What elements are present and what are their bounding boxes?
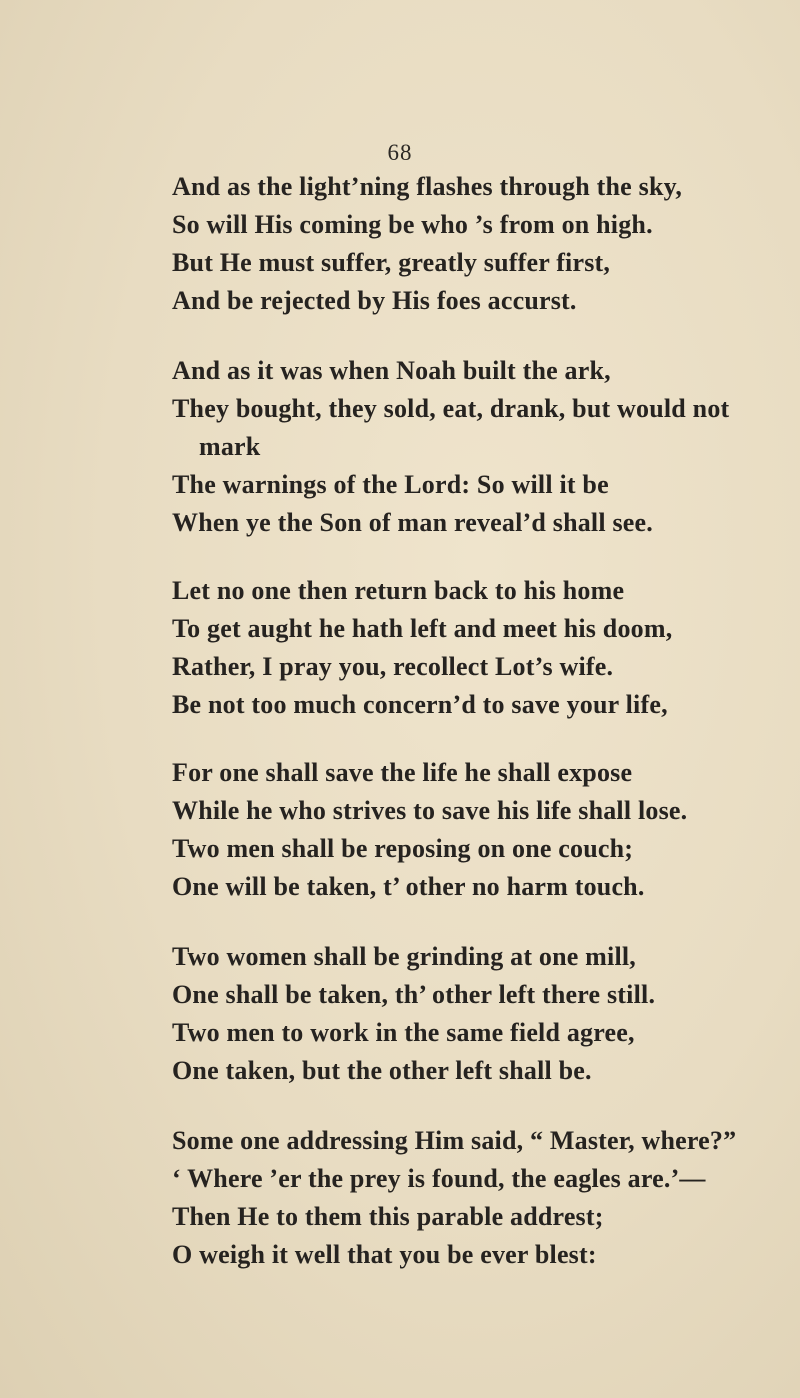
poem-line: The warnings of the Lord: So will it be: [172, 470, 609, 499]
stanza-3: [172, 572, 792, 724]
poem-line: But He must suffer, greatly suffer first,: [172, 248, 611, 277]
poem-line: So will His coming be who ’s from on high.: [172, 210, 653, 239]
poem-line: For one shall save the life he shall expose: [172, 758, 633, 787]
poem-line: And as it was when Noah built the ark,: [172, 356, 611, 385]
poem-line: They bought, they sold, eat, drank, but would not: [172, 394, 730, 423]
poem-line: Some one addressing Him said, “ Master, where?”: [172, 1126, 737, 1155]
poem-line: And as the light’ning flashes through the sky,: [172, 172, 683, 201]
poem-line: One will be taken, t’ other no harm touch.: [172, 872, 645, 901]
poem-line: While he who strives to save his life shall lose.: [172, 796, 688, 825]
poem-line: When ye the Son of man reveal’d shall see.: [172, 508, 653, 537]
poem-line: Let no one then return back to his home: [172, 576, 625, 605]
poem-line: Two women shall be grinding at one mill,: [172, 942, 637, 971]
poem-line-continuation: mark: [199, 432, 261, 461]
poem-line: Rather, I pray you, recollect Lot’s wife.: [172, 652, 614, 681]
poem-line: To get aught he hath left and meet his doom,: [172, 614, 673, 643]
poem-line: One taken, but the other left shall be.: [172, 1056, 592, 1085]
page-number: 68: [387, 140, 413, 165]
poem-line: O weigh it well that you be ever blest:: [172, 1240, 597, 1269]
poem-line: Then He to them this parable addrest;: [172, 1202, 604, 1231]
stanza-1: [172, 168, 792, 320]
poem-line: ‘ Where ’er the prey is found, the eagles are.’—: [172, 1164, 706, 1193]
poem-line: Be not too much concern’d to save your life,: [172, 690, 668, 719]
stanza-2: [172, 352, 792, 542]
stanza-5: [172, 938, 792, 1090]
poem: [172, 168, 792, 1304]
poem-line: One shall be taken, th’ other left there still.: [172, 980, 656, 1009]
poem-line: And be rejected by His foes accurst.: [172, 286, 577, 315]
stanza-6: [172, 1122, 792, 1274]
stanza-4: [172, 754, 792, 906]
poem-line: Two men shall be reposing on one couch;: [172, 834, 634, 863]
poem-line: Two men to work in the same field agree,: [172, 1018, 635, 1047]
